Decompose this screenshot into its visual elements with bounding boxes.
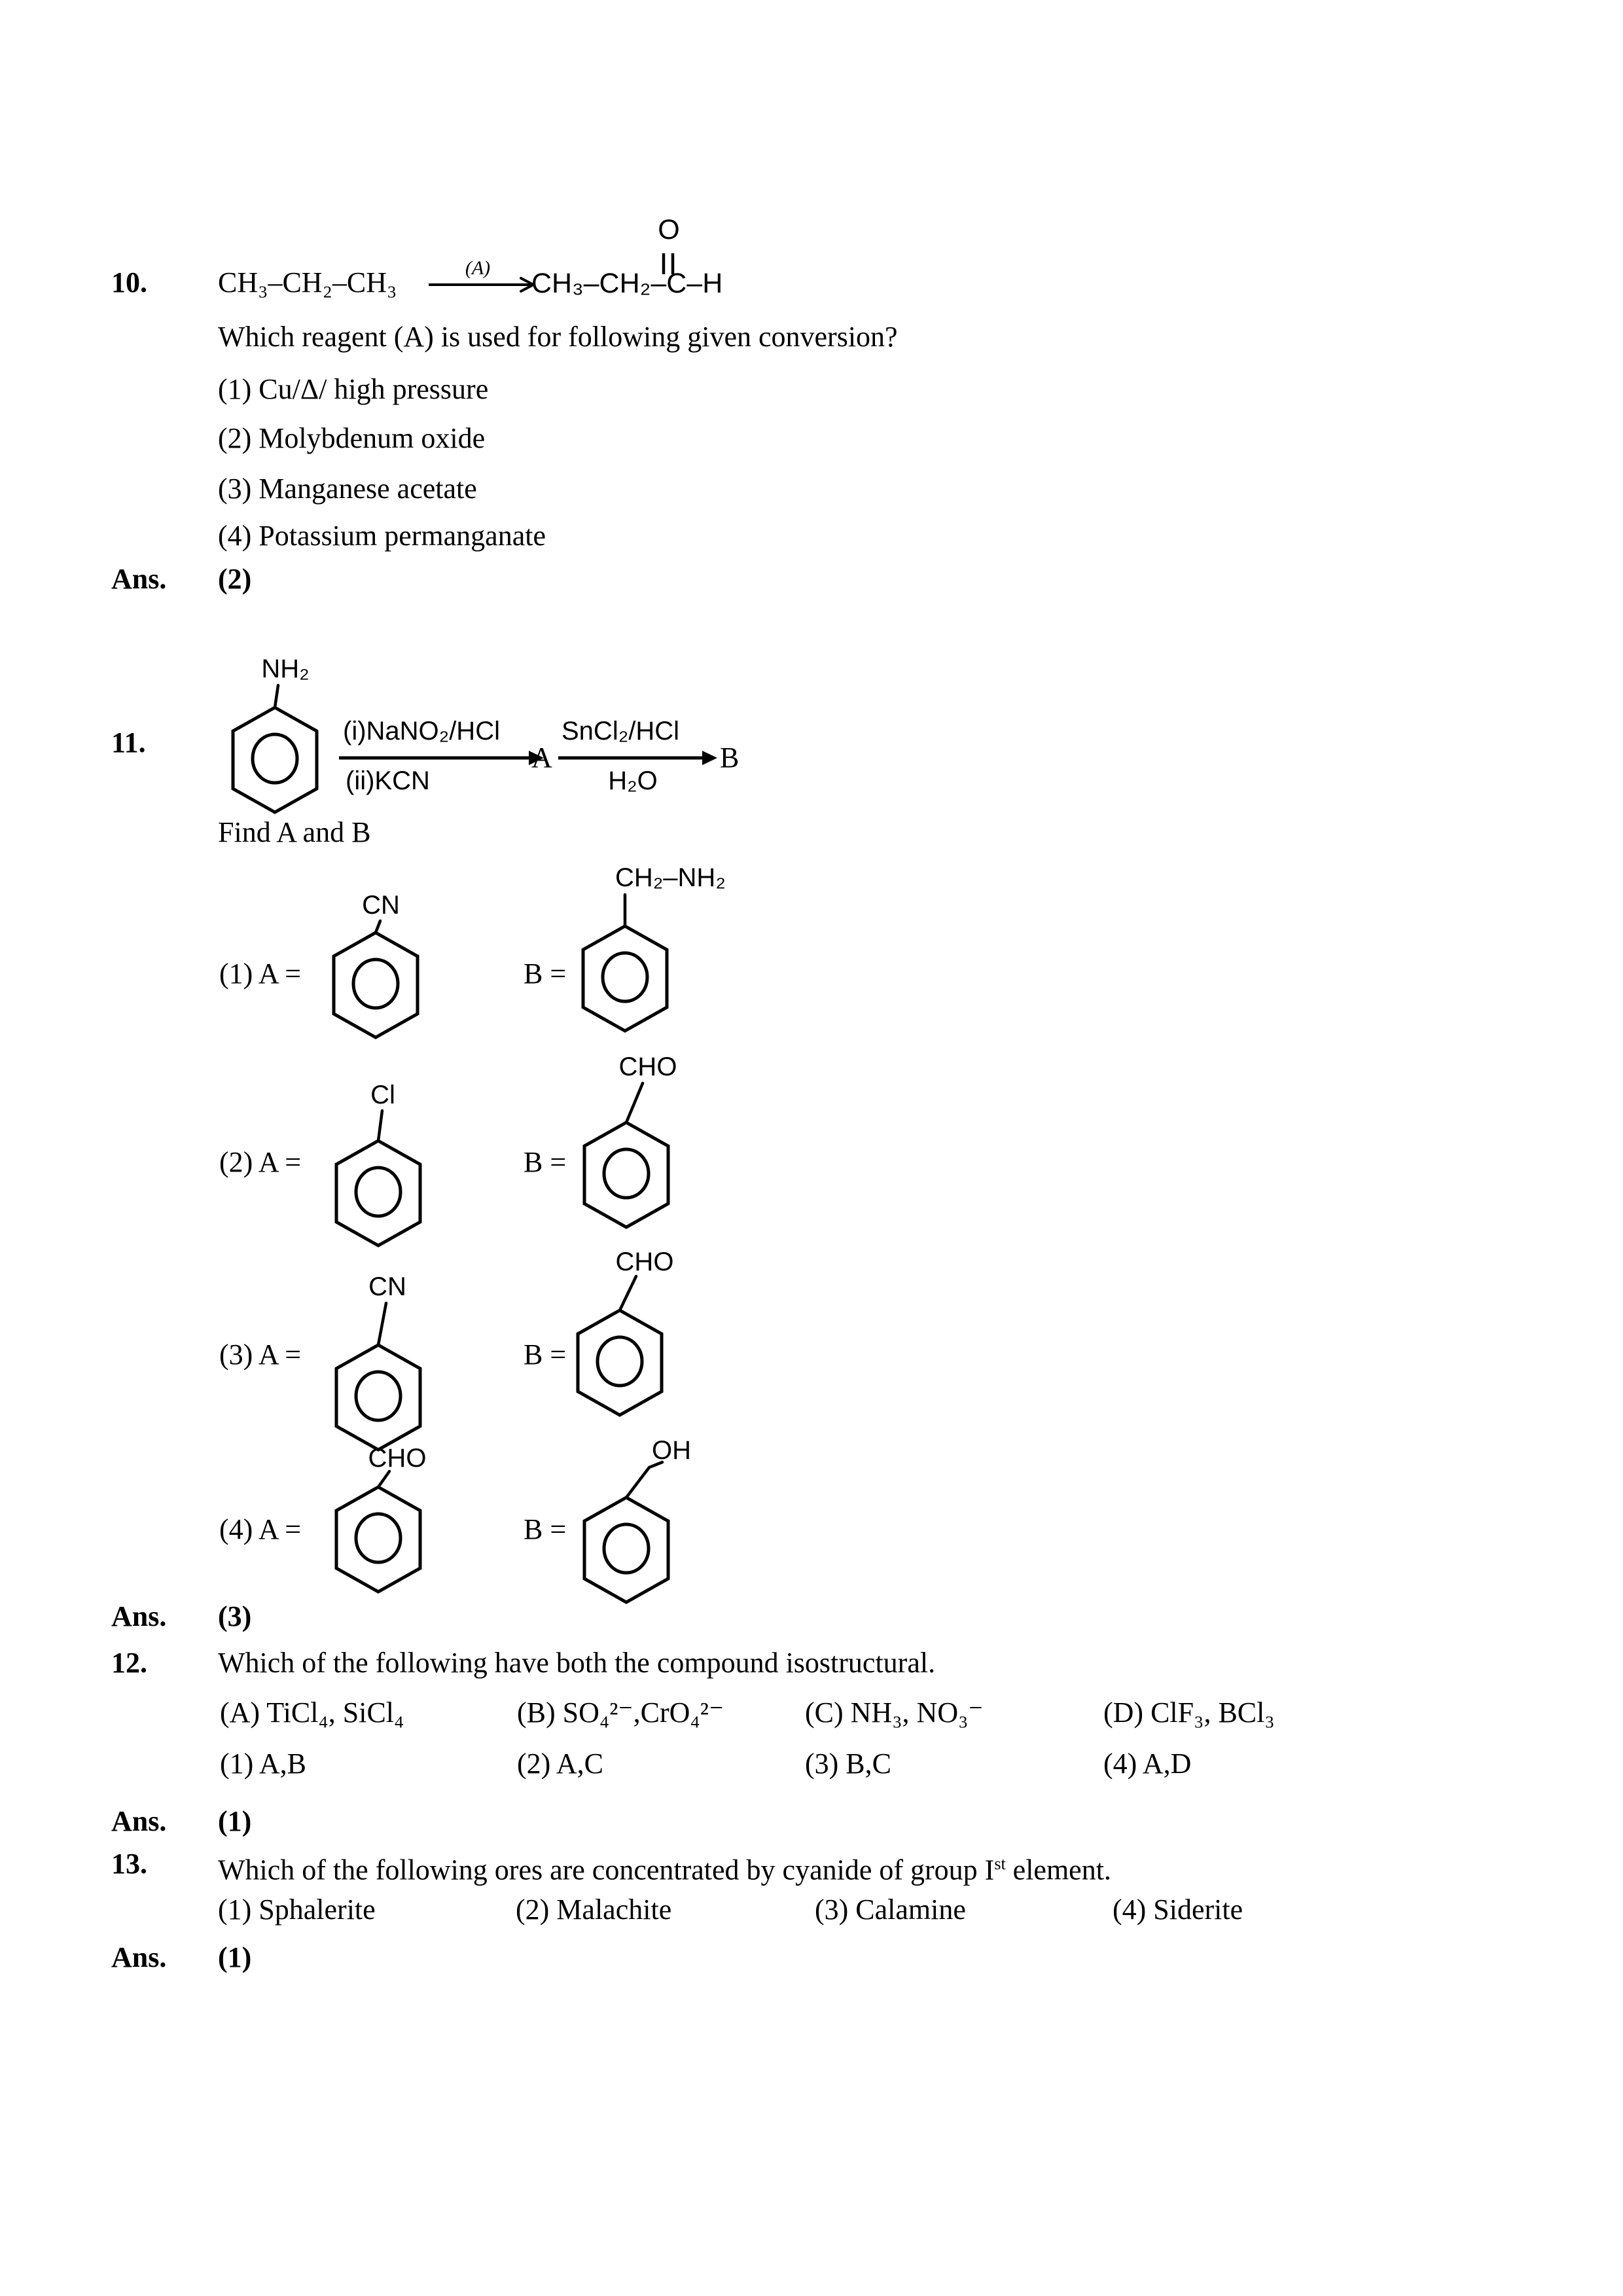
q11-opt3-b-label: B =	[524, 1338, 567, 1371]
q12-compound-b: (B) SO₄²⁻,CrO₄²⁻	[517, 1696, 724, 1729]
q11-opt2-b-label: B =	[524, 1146, 567, 1178]
q13-answer-label: Ans.	[111, 1941, 167, 1973]
q11-aniline-ring-icon	[219, 663, 350, 820]
q13-option-2: (2) Malachite	[516, 1893, 672, 1926]
q10-option-1: (1) Cu/Δ/ high pressure	[218, 373, 489, 405]
q11-answer-label: Ans.	[111, 1600, 167, 1632]
q11-step1-below-label: (ii)KCN	[346, 766, 430, 795]
q10-answer-value: (2)	[218, 563, 252, 595]
q11-opt1-b-label: B =	[524, 958, 567, 990]
q11-opt2-b-ring-icon	[571, 1078, 702, 1235]
q12-question: Which of the following have both the compound isostructural.	[218, 1647, 936, 1679]
q10-option-3: (3) Manganese acetate	[218, 473, 477, 505]
q11-answer-value: (3)	[218, 1600, 252, 1632]
q11-opt1-a-label: (1) A =	[219, 958, 302, 990]
q12-compound-a: (A) TiCl₄, SiCl₄	[220, 1696, 404, 1729]
q13-question-tail: element.	[1005, 1854, 1111, 1886]
q12-answer-label: Ans.	[111, 1805, 167, 1837]
q10-product-formula: CH₃–CH₂–C–H	[531, 268, 723, 299]
q13-number: 13.	[111, 1848, 147, 1880]
q12-answer-value: (1)	[218, 1805, 252, 1837]
q11-opt4-a-label: (4) A =	[219, 1513, 302, 1545]
q11-product-label: B	[720, 742, 740, 774]
q11-opt3-a-ring-icon	[323, 1300, 454, 1458]
q11-step2-below-label: H₂O	[608, 766, 658, 795]
q11-amine-label: NH₂	[261, 655, 310, 683]
q12-number: 12.	[111, 1647, 147, 1679]
q11-opt1-a-group-label: CN	[362, 891, 400, 920]
q12-option-4: (4) A,D	[1103, 1748, 1192, 1780]
q10-reactant-formula: CH₃–CH₂–CH₃	[218, 266, 397, 298]
q11-step2-arrow-icon	[558, 749, 721, 767]
q12-option-2: (2) A,C	[517, 1748, 603, 1780]
q11-opt1-b-ring-icon	[569, 882, 700, 1039]
q12-option-3: (3) B,C	[805, 1748, 891, 1780]
q11-opt3-a-label: (3) A =	[219, 1338, 302, 1371]
q12-compound-c: (C) NH₃, NO₃⁻	[805, 1696, 984, 1729]
q10-double-bond-icon	[660, 253, 678, 275]
q11-opt4-b-group-label: OH	[652, 1436, 691, 1465]
q13-question-superscript: st	[994, 1854, 1006, 1873]
q13-question	[218, 1848, 1111, 1886]
q10-carbonyl-oxygen: O	[658, 214, 680, 245]
q11-opt4-a-ring-icon	[323, 1443, 454, 1600]
q10-option-2: (2) Molybdenum oxide	[218, 422, 486, 454]
q11-opt4-b-label: B =	[524, 1513, 567, 1545]
q12-option-1: (1) A,B	[220, 1748, 306, 1780]
q11-step1-above-label: (i)NaNO₂/HCl	[343, 717, 500, 745]
q11-intermediate-label: A	[531, 742, 552, 774]
q11-opt3-b-ring-icon	[564, 1266, 695, 1423]
q10-option-4: (4) Potassium permanganate	[218, 520, 546, 552]
q13-answer-value: (1)	[218, 1941, 252, 1973]
q13-option-4: (4) Siderite	[1113, 1893, 1243, 1926]
q11-opt3-b-group-label: CHO	[615, 1247, 674, 1276]
q11-opt1-b-group-label: CH₂–NH₂	[615, 863, 726, 892]
q10-answer-label: Ans.	[111, 563, 167, 595]
q11-opt2-b-group-label: CHO	[618, 1052, 677, 1081]
q11-opt1-a-ring-icon	[320, 888, 451, 1045]
q13-question-text: Which of the following ores are concentrated by cyanide of group I	[218, 1854, 995, 1886]
q12-compound-d: (D) ClF₃, BCl₃	[1103, 1696, 1275, 1729]
q11-opt4-a-group-label: CHO	[368, 1444, 427, 1473]
q11-number: 11.	[111, 726, 146, 759]
q11-opt4-b-ring-icon	[571, 1453, 702, 1610]
q11-opt3-a-group-label: CN	[368, 1272, 406, 1301]
q11-opt2-a-group-label: Cl	[370, 1081, 395, 1109]
q11-step1-arrow-icon	[339, 749, 545, 767]
q10-question: Which reagent (A) is used for following given conversion?	[218, 321, 898, 353]
q11-opt2-a-label: (2) A =	[219, 1146, 302, 1178]
q11-prompt: Find A and B	[218, 816, 371, 848]
q11-opt2-a-ring-icon	[323, 1096, 454, 1253]
q13-option-3: (3) Calamine	[815, 1893, 966, 1926]
q10-number: 10.	[111, 266, 147, 298]
q13-option-1: (1) Sphalerite	[218, 1893, 376, 1926]
q11-step2-above-label: SnCl₂/HCl	[562, 717, 679, 745]
q10-arrow-reagent-label: (A)	[465, 257, 491, 279]
